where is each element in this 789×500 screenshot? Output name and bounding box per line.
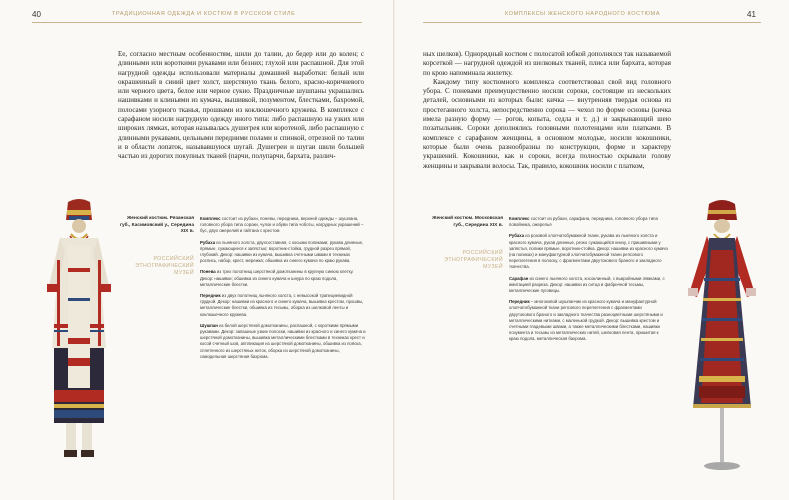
description-item: Передник – многоковой шушпанчик из красного кумача и мануфактурной хлопчатобумажной ткани репсового переплетения с фрагментами двуутокового браного и закладного ткачества разноцветными шерстяными и металлическими нитками, с маленькой грудкой. Декор: вышивка крестом и счетными гладевыми швами, а также металлическими блестками, нашивки позумента и тесьмы из металлических нитей, шелковая лента, пришитая к краю подола, металлическая бахрома. bbox=[509, 299, 663, 342]
paragraph: Каждому типу костюмного комплекса соответствовал свой вид головного убора. С поневами преимущественно носили сороки, состоящие из нескольких деталей, основными из которых были: кичка — внутренняя твердая основа из простеганного холста, непосредственно сорока — чехол по форме основы (кичка имела разную форму — рогов, копыта, седла и т. д.) и закрывающий шею позатыльник. Сороки дополнялись головными полотенцами или платками. В комплексе с сарафаном женщины, в основном молодые, носили кокошники, которые были очень разнообразны по конструкции, форме и характеру украшений. Кокошники, как и сороки, всегда полностью скрывали голову женщины и закрывали волосы. Так, правило, кокошник носили с платком, bbox=[423, 77, 671, 170]
description-item: Комплекс состоит из рубахи, сарафана, передника, головного убора типа повойника, ожерелья bbox=[509, 216, 658, 228]
costume-description bbox=[200, 216, 366, 365]
museum-label: РОССИЙСКИЙ ЭТНОГРАФИЧЕСКИЙ МУЗЕЙ bbox=[135, 256, 194, 276]
description-item: Комплекс состоит из рубахи, поневы, передника, верхней одежды – шушпана, головного убора типа сороки, чулок и обуви типа чоботы, нагрудных украшений – бус, двух ожерелий и гайтана с крестом bbox=[200, 216, 364, 234]
paragraph: ных шелков). Однорядный костюм с полосатой юбкой дополнялся так называемой корсеткой — нагрудной одеждой из шелковых тканей, плиса или бархата, которая по крою напоминала жилетку. bbox=[423, 50, 671, 77]
description-item: Рубаха из розовой хлопчатобумажной ткани, рукава из льняного холста и красного кумача, рукав длинные, резко сужающийся книзу, с пришивными у запястья, полики прямые, воротник-стойка. Декор: нашивки из красного кумача (на поликах) и мануфактурной хлопчатобумажной ткани репсового переплетения в полоску, с фрагментами двуутокового браного и закладного ткачества. bbox=[509, 233, 668, 270]
description-item: Передник из двух полотнищ льняного холста, с невысокой трапециевидной грудкой. Декор: нашивки из красного и синего кумача, вышивка крестом, прошвы, металлические блестки, обшивка из тесьмы, оборка из шелковой ленты и коклюшечного кружева. bbox=[200, 293, 364, 317]
costume-figure-moscow bbox=[677, 198, 767, 478]
costume-figure-ryazan bbox=[40, 198, 118, 468]
museum-label: РОССИЙСКИЙ ЭТНОГРАФИЧЕСКИЙ МУЗЕЙ bbox=[444, 250, 503, 270]
body-text bbox=[423, 50, 671, 171]
description-item: Сарафан из синего льняного холста, косоклинный, с выкройными лямками, с имитацией разреза. Декор: нашивки из ситца и фабричной тесьмы, металлические пуговицы. bbox=[509, 275, 665, 294]
right-page bbox=[395, 0, 789, 500]
description-item: Рубаха из льняного холста, двухсоставная, с косыми поликами; рукава длинные, прямые, сужающиеся к запястью; воротник-стойка, грудной разрез прямой, глубокий. Декор: нашивки из кумача, вышивка счетными швами в техниках роспись, набор, крест, мережка; обшивка из синего кумача по краю рукава. bbox=[200, 239, 364, 264]
body-text bbox=[118, 50, 364, 162]
costume-caption-title: Женский костюм. Московская губ., Середина XIX в. bbox=[432, 216, 503, 228]
header-rule bbox=[32, 22, 362, 23]
costume-description bbox=[509, 216, 669, 348]
paragraph: Ее, согласно местным особенностям, шили до талии, до бедер или до колен; с длинными или короткими рукавами или безних; глухой или распашной. Для этой нагрудной одежды использовали материалы домашней выработки: белый или окрашенный в синий цвет холст, шерстяную ткань белого, красно-коричневого или черного цвета, белое или черное сукно. Праздничные шушпаны украшались нашивками и клиньями из кумача, вышивкой, позументом, блестками, бахромой, полосами узорного тканья, прошвами из коклюшечного кружева. В комплексе с сарафаном носили нагрудную одежду иного типа: либо распашную на узких или широких лямках, которая называлась душегрея или коротеной, либо распашную с длинными рукавами, цельными передними полами и спинкой, отрезной по талии и в области лопаток, называвшуюся шугай. Душегреи и шугаи шили большей частью из дорогих покупных тканей (парчи, полупарчи, бархата, различ- bbox=[118, 50, 364, 161]
page-number: 40 bbox=[32, 10, 41, 19]
running-head: КОМПЛЕКСЫ ЖЕНСКОГО НАРОДНОГО КОСТЮМА bbox=[505, 11, 661, 17]
left-page bbox=[0, 0, 394, 500]
description-item: Понева из трех полотнищ шерстяной домотканины в крупную синюю клетку. Декор: нашивки; обшивка из синего кумача и шнура по краю подола, металлические блестки. bbox=[200, 269, 354, 287]
description-item: Шушпан из белой шерстяной домотканины, распашной, с короткими прямыми рукавами. Декор: запашные узкие полоски, нашивки из красного и синего кумача и шерстяной домотканины, вышивка металлическими блестками в техниках крест и косой счетный шов, аппликация из шерстяной домотканины, обшивка из пояска, сплетенного из шерстяных ниток, оборка из шерстяной домотканины, самодельная шерстяная бахрома. bbox=[200, 322, 366, 359]
header-rule bbox=[423, 22, 761, 23]
costume-caption-title: Женский костюм. Рязанская губ., Касимовский у., Середина XIX в. bbox=[120, 216, 194, 235]
page-number: 41 bbox=[747, 10, 756, 19]
running-head: ТРАДИЦИОННАЯ ОДЕЖДА И КОСТЮМ В РУССКОМ СТИЛЕ bbox=[112, 11, 296, 17]
